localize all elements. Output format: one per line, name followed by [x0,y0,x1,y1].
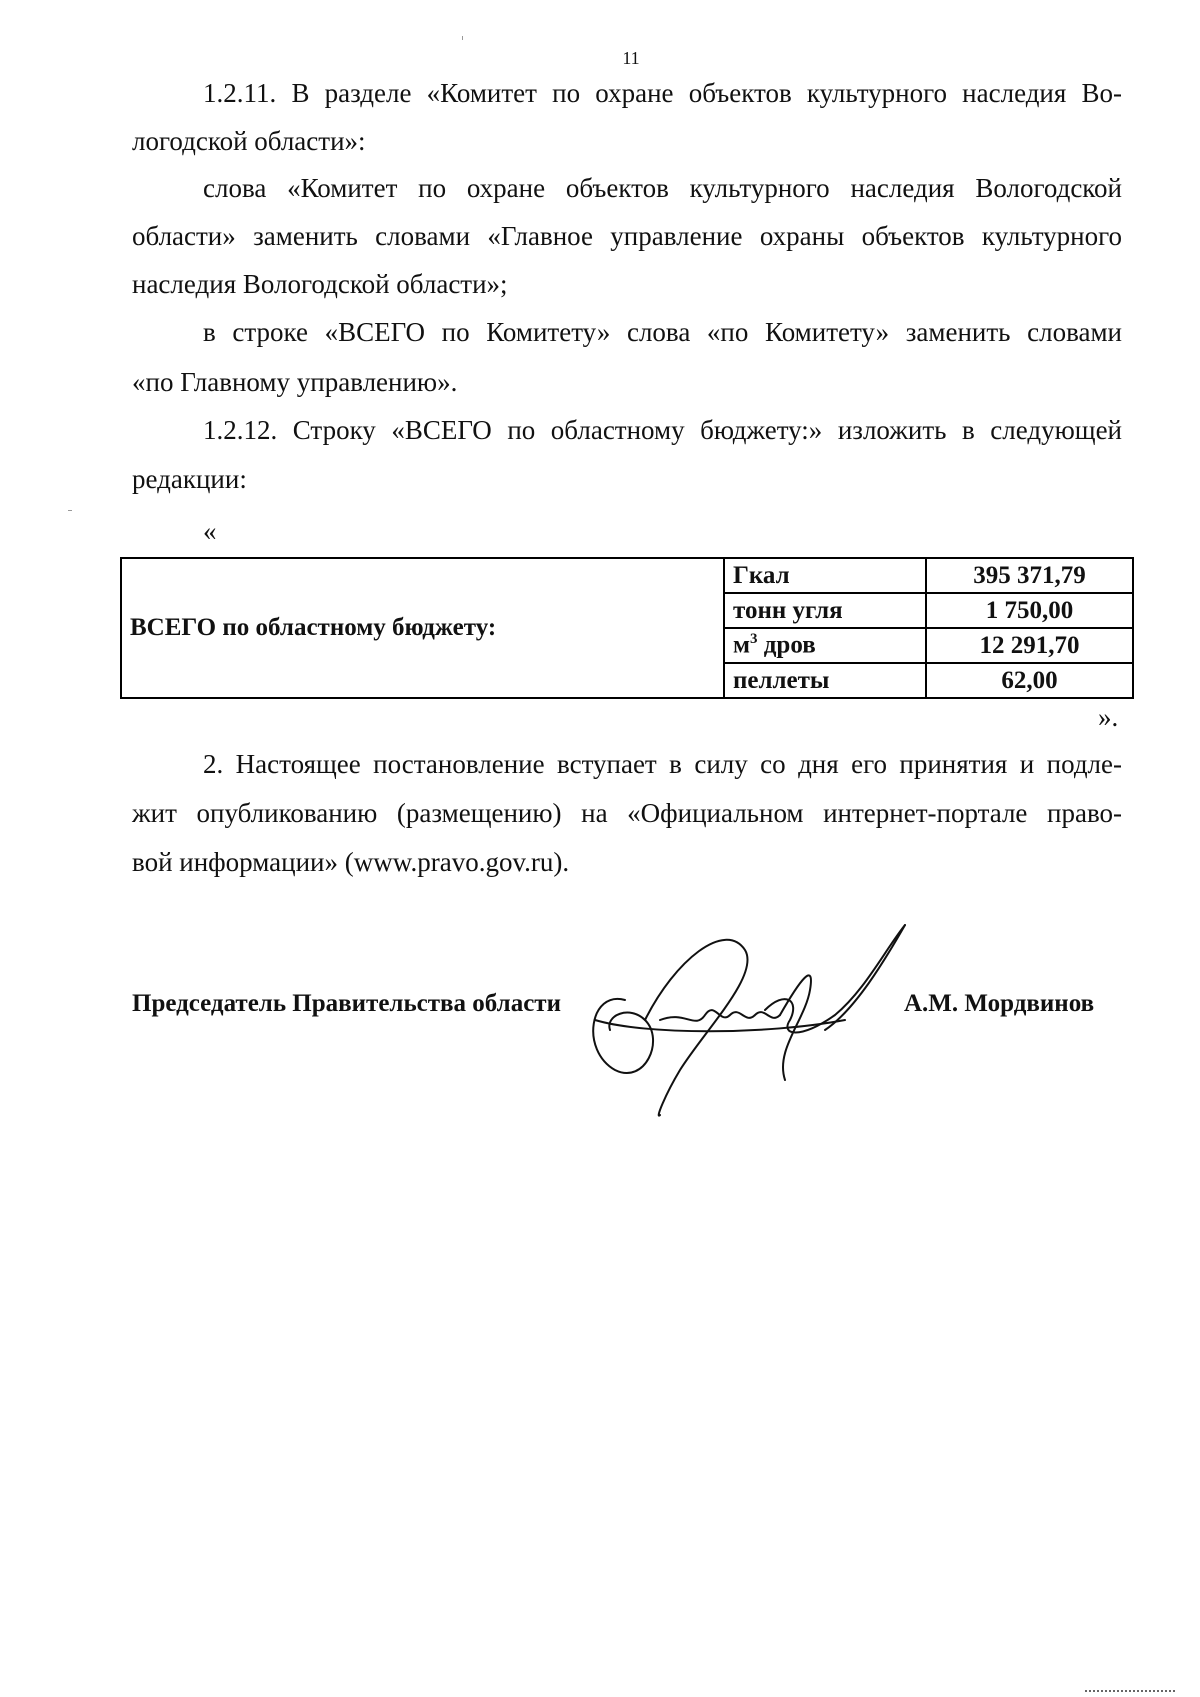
scan-speck [68,510,72,511]
unit-rest: дров [757,631,816,659]
unit-main: м [733,631,751,659]
scan-edge-marks [1085,1690,1175,1694]
paragraph-3-line-2: «по Главному управлению». [132,367,458,397]
scan-speck [462,36,463,40]
value-cell: 1 750,00 [926,593,1133,628]
table-label: ВСЕГО по областному бюджету: [121,558,724,698]
paragraph-4-line-1: 1.2.12. Строку «ВСЕГО по областному бюджету:» изложить в следующей [203,415,1122,445]
paragraph-1-line-2: логодской области»: [132,126,366,156]
paragraph-2-line-1: слова «Комитет по охране объектов культурного наследия Вологодской [203,173,1122,203]
handwritten-signature [585,920,935,1130]
unit-cell: Гкал [724,558,926,593]
value-cell: 62,00 [926,663,1133,698]
unit-superscript: 3 [750,631,758,648]
table-row [121,558,1133,593]
value-cell: 12 291,70 [926,628,1133,663]
value-cell: 395 371,79 [926,558,1133,593]
unit-cell [724,628,926,663]
paragraph-5-line-3: вой информации» (www.pravo.gov.ru). [132,847,570,877]
unit-cell: тонн угля [724,593,926,628]
budget-total-table [120,557,1134,699]
open-quote: « [203,516,217,546]
page-number: 11 [622,48,640,68]
paragraph-4-line-2: редакции: [132,464,247,494]
signer-name: А.М. Мордвинов [904,990,1095,1017]
close-quote: ». [1098,702,1119,732]
paragraph-5-line-2: жит опубликованию (размещению) на «Официальном интернет-портале право- [132,798,1122,828]
paragraph-2-line-2: области» заменить словами «Главное управление охраны объектов культурного [132,221,1122,251]
unit-cell: пеллеты [724,663,926,698]
paragraph-2-line-3: наследия Вологодской области»; [132,269,508,299]
paragraph-3-line-1: в строке «ВСЕГО по Комитету» слова «по Комитету» заменить словами [203,317,1122,347]
paragraph-5-line-1: 2. Настоящее постановление вступает в силу со дня его принятия и подле- [203,749,1122,779]
signer-position: Председатель Правительства области [132,990,561,1017]
paragraph-1-line-1: 1.2.11. В разделе «Комитет по охране объектов культурного наследия Во- [203,78,1122,108]
